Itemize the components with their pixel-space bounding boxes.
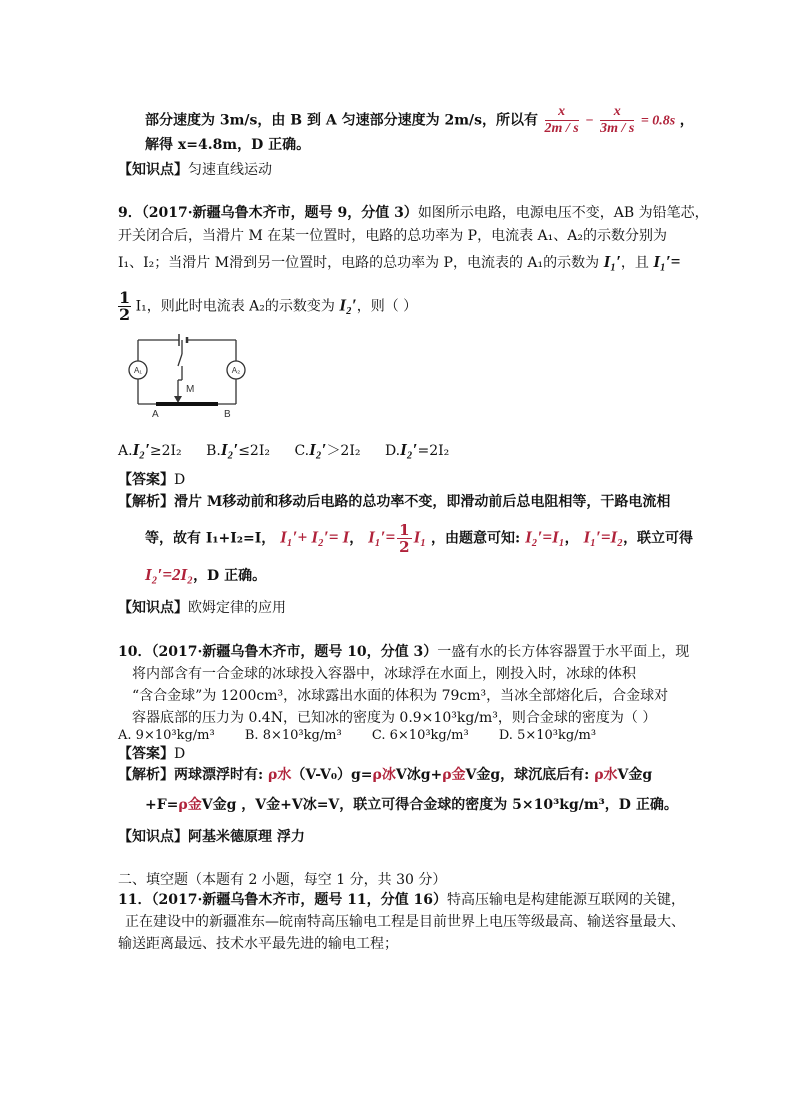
q8-fraction-1: $\frac{x}{2m / s}$ bbox=[544, 104, 579, 136]
q11-line1: 11．（2017·新疆乌鲁木齐市，题号 11，分值 16）特高压输电是构建能源互联网的关键， bbox=[118, 892, 686, 908]
q9-analysis-line3: I₂′=2I₂，D 正确。 bbox=[145, 565, 267, 584]
q10-answer: 【答案】D bbox=[118, 746, 186, 762]
q9-options bbox=[118, 440, 449, 461]
q9-option-d: D.I₂′=2I₂ bbox=[384, 440, 450, 459]
q9-equation-result: I₂′=2I₂ bbox=[145, 565, 194, 584]
q10-options bbox=[118, 726, 596, 746]
q10-analysis-line1: 【解析】两球漂浮时有: ρ水（V-V₀）g=ρ冰V冰g+ρ金V金g，球沉底后有: ρ水V金g bbox=[118, 767, 653, 783]
q9-equation-sum: I₁′+ I₂′= I bbox=[280, 527, 350, 547]
q11-line2: 正在建设中的新疆准东—皖南特高压输电工程是目前世界上电压等级最高、输送容量最大、 bbox=[125, 914, 685, 930]
q10-option-d: D. 5×10³kg/m³ bbox=[498, 728, 597, 743]
q9-half-fraction: $\frac{1}{2}$ bbox=[119, 288, 131, 324]
q11-line3: 输送距离最远、技术水平最先进的输电工程； bbox=[118, 936, 398, 952]
q8-equals-result: = 0.8s bbox=[640, 113, 676, 129]
q9-equation-i1-eq-i2: I₁′=I₂ bbox=[583, 527, 624, 547]
q10-heading: 10．（2017·新疆乌鲁木齐市，题号 10，分值 3） bbox=[118, 644, 438, 660]
q8-line1: 部分速度为 3m/s，由 B 到 A 匀速部分速度为 2m/s，所以有 $\frac{x}{2m / s}$ − $\frac{x}{3m / s}$ = 0.8s ， bbox=[145, 104, 694, 136]
q9-symbol-i1-prime: I₁′ bbox=[603, 252, 621, 271]
q9-line1: 9．（2017·新疆乌鲁木齐市，题号 9，分值 3）如图所示电路，电源电压不变，AB 为铅笔芯， bbox=[118, 205, 709, 221]
rho-water-symbol: ρ水 bbox=[268, 767, 292, 783]
rho-alloy-symbol: ρ金 bbox=[442, 767, 466, 783]
q9-line3: I₁、I₂；当滑片 M滑到另一位置时，电路的总功率为 P，电流表的 A₁的示数为 I₁′，且 I₁′= bbox=[118, 252, 681, 271]
q9-option-c: C.I₂′＞2I₂ bbox=[294, 440, 361, 459]
q9-symbol-i1-prime-eq: I₁′= bbox=[653, 252, 681, 271]
q10-knowledge-point: 【知识点】阿基米德原理 浮力 bbox=[118, 829, 305, 845]
slider-arrow-icon bbox=[174, 396, 182, 403]
q8-knowledge-point: 【知识点】匀速直线运动 bbox=[118, 162, 272, 178]
rho-alloy-symbol-2: ρ金 bbox=[178, 797, 202, 813]
q9-symbol-i2-prime: I₂′ bbox=[339, 295, 357, 315]
meter-a2-label: A₂ bbox=[231, 366, 241, 375]
q9-analysis-line2: 等，故有 I₁+I₂=I， I₁′+ I₂′= I， I₁′= $\frac{1}{2}$ I₁ ，由题意可知: I₂′=I₁， I₁′=I₂，联立可得 bbox=[145, 521, 694, 556]
section2-title: 二、填空题（本题有 2 小题，每空 1 分，共 30 分） bbox=[118, 872, 447, 888]
switch-blade bbox=[178, 354, 182, 366]
q9-line4: $\frac{1}{2}$ I₁，则此时电流表 A₂的示数变为 I₂′，则（ ） bbox=[119, 288, 418, 324]
q9-analysis-line1: 【解析】滑片 M移动前和移动后电路的总功率不变，即滑动前后总电阻相等，干路电流相 bbox=[118, 494, 671, 510]
q9-answer: 【答案】D bbox=[118, 472, 186, 488]
q10-analysis-line2: +F=ρ金V金g ，V金+V冰=V，联立可得合金球的密度为 5×10³kg/m³，D 正确。 bbox=[145, 797, 678, 813]
q9-equation-i1-prime: I₁′= bbox=[368, 527, 396, 547]
end-b-label: B bbox=[224, 409, 231, 418]
q9-line2: 开关闭合后，当滑片 M 在某一位置时，电路的总功率为 P，电流表 A₁、A₂的示数分别为 bbox=[118, 228, 667, 244]
q9-knowledge-point: 【知识点】欧姆定律的应用 bbox=[118, 600, 286, 616]
q11-heading: 11．（2017·新疆乌鲁木齐市，题号 11，分值 16） bbox=[118, 892, 448, 908]
q9-option-b: B.I₂′≤2I₂ bbox=[206, 440, 270, 459]
q9-circuit-diagram bbox=[118, 332, 258, 418]
end-a-label: A bbox=[152, 409, 159, 418]
q10-option-c: C. 6×10³kg/m³ bbox=[371, 728, 469, 743]
rho-water-symbol-2: ρ水 bbox=[594, 767, 618, 783]
rho-ice-symbol: ρ冰 bbox=[372, 767, 396, 783]
q10-option-b: B. 8×10³kg/m³ bbox=[244, 728, 342, 743]
meter-a1-label: A₁ bbox=[133, 366, 143, 375]
q10-line1: 10．（2017·新疆乌鲁木齐市，题号 10，分值 3）一盛有水的长方体容器置于水平面上，现 bbox=[118, 644, 690, 660]
q9-equation-i2-prime: I₂′=I₁ bbox=[525, 527, 565, 547]
q8-line1-text: 部分速度为 3m/s，由 B 到 A 匀速部分速度为 2m/s，所以有 bbox=[145, 112, 539, 129]
q8-solution: 解得 x=4.8m，D 正确。 bbox=[145, 137, 311, 153]
q9-heading: 9．（2017·新疆乌鲁木齐市，题号 9，分值 3） bbox=[118, 205, 418, 221]
q10-option-a: A. 9×10³kg/m³ bbox=[118, 728, 215, 743]
pencil-lead-ab bbox=[156, 402, 218, 406]
q10-line2: 将内部含有一合金球的冰球投入容器中，冰球浮在水面上，刚投入时，冰球的体积 bbox=[132, 666, 636, 682]
slider-label: M bbox=[186, 384, 195, 395]
q8-minus: − bbox=[585, 113, 594, 129]
q8-fraction-2: $\frac{x}{3m / s}$ bbox=[600, 104, 635, 136]
q9-half-red-fraction: $\frac{1}{2}$ bbox=[399, 521, 410, 556]
q9-option-a: A.I₂′≥2I₂ bbox=[118, 440, 182, 459]
q10-line4: 容器底部的压力为 0.4N，已知冰的密度为 0.9×10³kg/m³，则合金球的密度为（ ） bbox=[132, 710, 657, 726]
q10-line3: “含合金球”为 1200cm³，冰球露出水面的体积为 79cm³，当冰全部熔化后，合金球对 bbox=[132, 688, 669, 704]
